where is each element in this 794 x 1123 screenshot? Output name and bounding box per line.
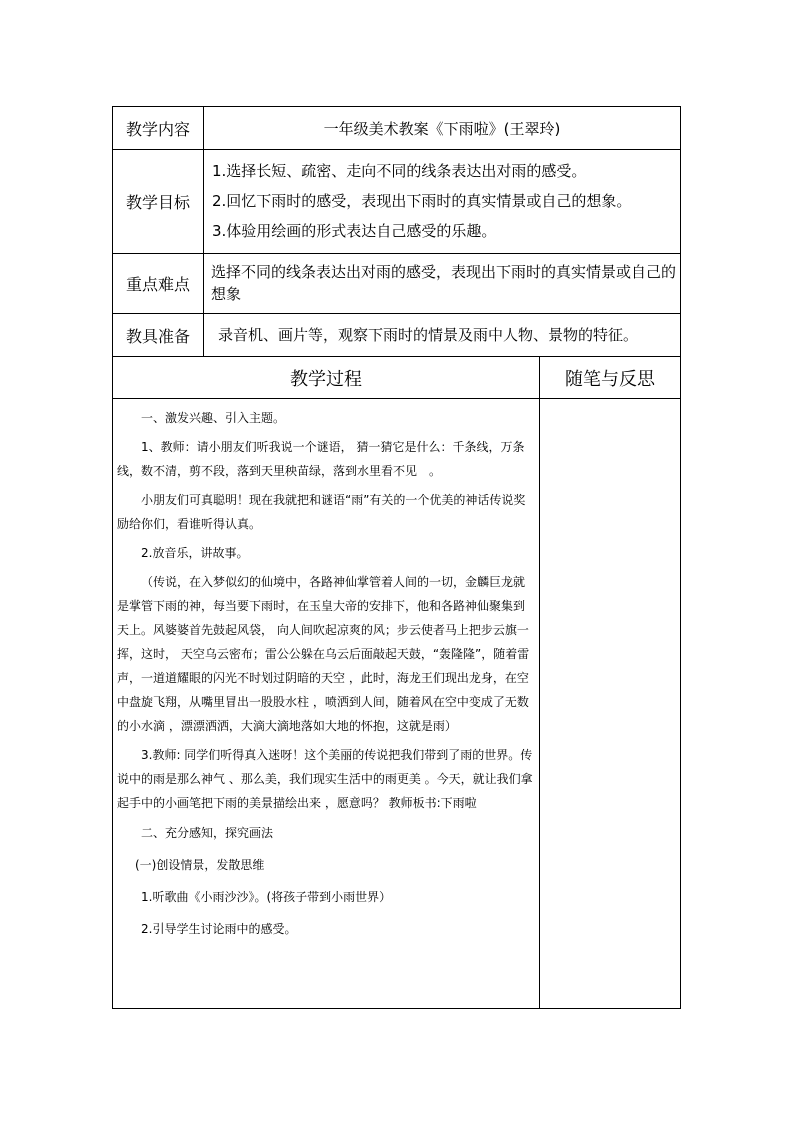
goals-list bbox=[212, 156, 678, 246]
goal-item: 3.体验用绘画的形式表达自己感受的乐趣。 bbox=[212, 222, 497, 240]
notes-header: 随笔与反思 bbox=[565, 368, 655, 390]
keypoints-label: 重点难点 bbox=[125, 275, 190, 294]
process-paragraph: 3.教师: 同学们听得真入迷呀！这个美丽的传说把我们带到了雨的世界。传说中的雨是那么神气 、那么美，我们现实生活中的雨更美 。今天，就让我们拿起手中的小画笔把下雨的美景描绘出来 ，愿意吗？ 教师板书:下雨啦 bbox=[117, 748, 533, 810]
tools-label: 教具准备 bbox=[125, 326, 190, 346]
keypoints-text: 选择不同的线条表达出对雨的感受，表现出下雨时的真实情景或自己的想象 bbox=[211, 263, 677, 303]
goal-item: 2.回忆下雨时的感受，表现出下雨时的真实情景或自己的想象。 bbox=[212, 192, 632, 210]
content-label: 教学内容 bbox=[125, 119, 190, 139]
process-paragraph: 1、教师：请小朋友们听我说一个谜语， 猜一猜它是什么：千条线，万条线，数不清，剪不段，落到天里秧苗绿，落到水里看不见 。 bbox=[117, 440, 525, 478]
notes-area bbox=[540, 399, 680, 1008]
process-paragraph: 小朋友们可真聪明！现在我就把和谜语“雨”有关的一个优美的神话传说奖励给你们，看谁听得认真。 bbox=[117, 493, 526, 531]
process-paragraph: (一)创设情景，发散思维 bbox=[135, 858, 265, 872]
process-paragraph: 2.引导学生讨论雨中的感受。 bbox=[141, 922, 297, 936]
process-paragraph: 2.放音乐，讲故事。 bbox=[141, 546, 249, 560]
process-body bbox=[117, 406, 534, 941]
process-paragraph: （传说，在入梦似幻的仙境中，各路神仙掌管着人间的一切，金麟巨龙就是掌管下雨的神，每当要下雨时，在玉皇大帝的安排下，他和各路神仙聚集到天上。风婆婆首先鼓起风袋， 向人间吹起凉爽的风；步云使者马上把步云旗一挥，这时， 天空乌云密布；雷公公躲在乌云后面敲起天鼓，“轰隆隆”，随着雷声，一道道耀眼的闪光不时划过阴暗的天空 ，此时，海龙王们现出龙身，在空中盘旋飞翔，从嘴里冒出一股股水柱 ，喷洒到人间，随着风在空中变成了无数的小水滴 ，漂漂洒洒，大滴大滴地落如大地的怀抱，这就是雨） bbox=[117, 575, 530, 733]
process-header: 教学过程 bbox=[290, 368, 362, 390]
goals-label: 教学目标 bbox=[125, 193, 190, 212]
tools-text: 录音机、画片等，观察下雨时的情景及雨中人物、景物的特征。 bbox=[218, 326, 639, 344]
lesson-title: 一年级美术教案《下雨啦》(王翠玲) bbox=[323, 119, 561, 138]
process-paragraph: 二、充分感知，探究画法 bbox=[141, 826, 274, 840]
process-paragraph: 一、激发兴趣、引入主题。 bbox=[141, 411, 286, 425]
process-paragraph: 1.听歌曲《小雨沙沙》。(将孩子带到小雨世界） bbox=[141, 890, 392, 904]
goal-item: 1.选择长短、疏密、走向不同的线条表达出对雨的感受。 bbox=[212, 162, 587, 180]
